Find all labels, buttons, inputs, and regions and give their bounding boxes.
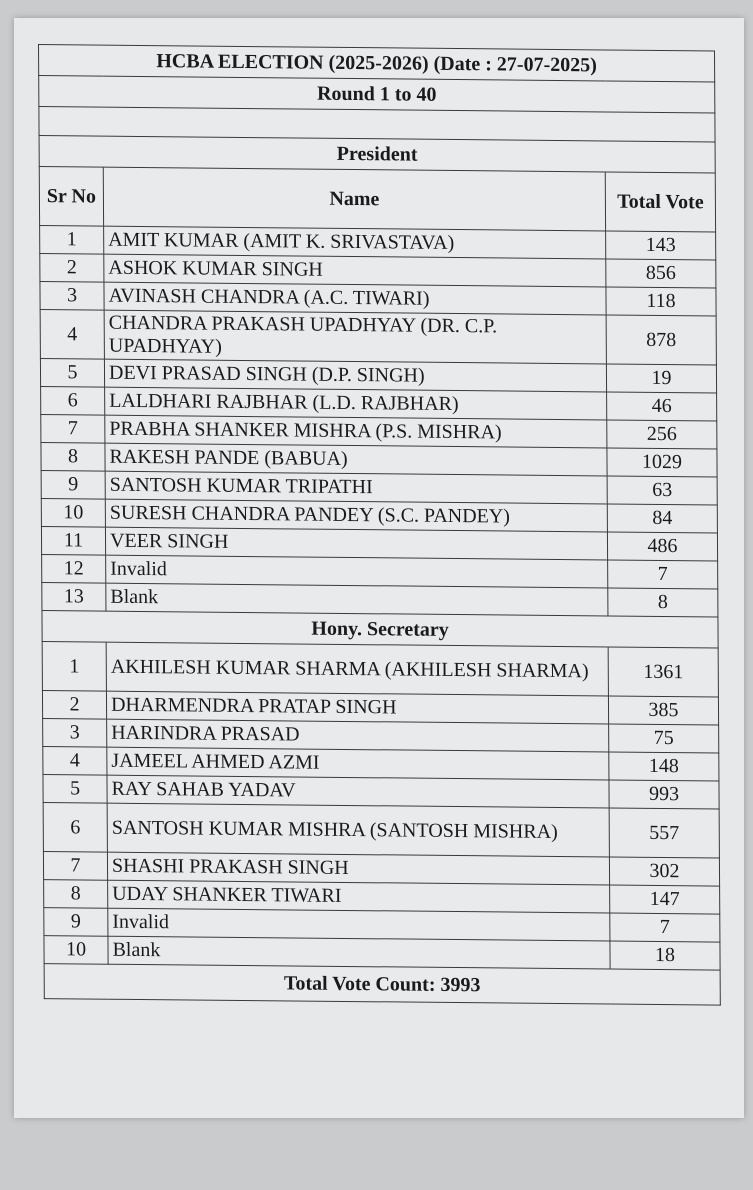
sr-no-cell: 2 (40, 254, 104, 283)
section-heading: President (39, 136, 715, 173)
sr-no-cell: 6 (43, 803, 107, 853)
candidate-name-cell: JAMEEL AHMED AZMI (107, 747, 609, 780)
vote-count-cell: 385 (608, 696, 718, 725)
vote-count-cell: 302 (609, 857, 719, 886)
vote-count-cell: 84 (607, 504, 717, 533)
candidate-row (42, 642, 718, 697)
vote-count-cell: 147 (610, 885, 720, 914)
sr-no-cell: 1 (42, 642, 106, 692)
sr-no-cell: 9 (44, 908, 108, 937)
candidate-name-cell: AMIT KUMAR (AMIT K. SRIVASTAVA) (104, 226, 606, 259)
sr-no-cell: 5 (40, 359, 104, 388)
candidate-name-cell: SHASHI PRAKASH SINGH (107, 852, 609, 885)
candidate-name-cell: VEER SINGH (105, 527, 607, 560)
vote-count-cell: 557 (609, 808, 719, 858)
vote-count-cell: 878 (606, 315, 716, 365)
candidate-name-cell: Invalid (106, 555, 608, 588)
total-vote-count: Total Vote Count: 3993 (44, 964, 720, 1005)
sr-no-cell: 7 (41, 415, 105, 444)
section-heading: Hony. Secretary (42, 611, 718, 648)
vote-count-cell: 1029 (607, 448, 717, 477)
vote-count-cell: 1361 (608, 647, 718, 697)
sr-no-cell: 3 (43, 719, 107, 748)
candidate-row (40, 310, 716, 365)
sr-no-cell: 8 (41, 443, 105, 472)
round-label: Round 1 to 40 (39, 76, 715, 113)
vote-count-cell: 19 (606, 364, 716, 393)
sr-no-cell: 5 (43, 775, 107, 804)
sr-no-cell: 11 (41, 527, 105, 556)
candidate-name-cell: Blank (106, 583, 608, 616)
candidate-name-cell: Blank (108, 936, 610, 969)
vote-count-cell: 63 (607, 476, 717, 505)
candidate-name-cell: UDAY SHANKER TIWARI (108, 880, 610, 913)
sr-no-cell: 7 (43, 852, 107, 881)
vote-count-cell: 856 (606, 259, 716, 288)
candidate-name-cell: AVINASH CHANDRA (A.C. TIWARI) (104, 282, 606, 315)
name-header: Name (103, 167, 605, 231)
sr-no-cell: 12 (42, 555, 106, 584)
vote-count-cell: 18 (610, 941, 720, 970)
sr-no-header: Sr No (39, 167, 103, 227)
column-header-row (39, 167, 715, 232)
candidate-name-cell: LALDHARI RAJBHAR (L.D. RAJBHAR) (105, 387, 607, 420)
sr-no-cell: 10 (41, 499, 105, 528)
candidate-name-cell: SANTOSH KUMAR TRIPATHI (105, 471, 607, 504)
vote-count-cell: 486 (607, 532, 717, 561)
vote-count-cell: 148 (609, 752, 719, 781)
vote-count-cell: 993 (609, 780, 719, 809)
election-results-table (38, 44, 721, 1006)
candidate-name-cell: PRABHA SHANKER MISHRA (P.S. MISHRA) (105, 415, 607, 448)
candidate-name-cell: ASHOK KUMAR SINGH (104, 254, 606, 287)
candidate-name-cell: Invalid (108, 908, 610, 941)
candidate-name-cell: RAY SAHAB YADAV (107, 775, 609, 808)
candidate-name-cell: RAKESH PANDE (BABUA) (105, 443, 607, 476)
candidate-row (43, 803, 719, 858)
vote-count-cell: 75 (609, 724, 719, 753)
total-vote-header: Total Vote (605, 172, 715, 232)
candidate-name-cell: CHANDRA PRAKASH UPADHYAY (DR. C.P. UPADHYAY) (104, 310, 606, 364)
candidate-name-cell: DEVI PRASAD SINGH (D.P. SINGH) (104, 359, 606, 392)
vote-count-cell: 7 (610, 913, 720, 942)
candidate-name-cell: AKHILESH KUMAR SHARMA (AKHILESH SHARMA) (106, 642, 608, 696)
sr-no-cell: 4 (40, 310, 104, 360)
sr-no-cell: 1 (40, 226, 104, 255)
sr-no-cell: 6 (41, 387, 105, 416)
vote-count-cell: 118 (606, 287, 716, 316)
sr-no-cell: 2 (42, 691, 106, 720)
vote-count-cell: 7 (608, 560, 718, 589)
candidate-name-cell: SANTOSH KUMAR MISHRA (SANTOSH MISHRA) (107, 803, 609, 857)
sr-no-cell: 3 (40, 282, 104, 311)
sr-no-cell: 4 (43, 747, 107, 776)
vote-count-cell: 256 (607, 420, 717, 449)
vote-count-cell: 8 (608, 588, 718, 617)
vote-count-cell: 46 (607, 392, 717, 421)
vote-count-cell: 143 (606, 231, 716, 260)
total-row (44, 964, 720, 1005)
election-title: HCBA ELECTION (2025-2026) (Date : 27-07-2025) (39, 45, 715, 82)
candidate-name-cell: DHARMENDRA PRATAP SINGH (106, 691, 608, 724)
sr-no-cell: 13 (42, 583, 106, 612)
sr-no-cell: 10 (44, 936, 108, 965)
candidate-name-cell: SURESH CHANDRA PANDEY (S.C. PANDEY) (105, 499, 607, 532)
sr-no-cell: 9 (41, 471, 105, 500)
sr-no-cell: 8 (44, 880, 108, 909)
candidate-name-cell: HARINDRA PRASAD (107, 719, 609, 752)
